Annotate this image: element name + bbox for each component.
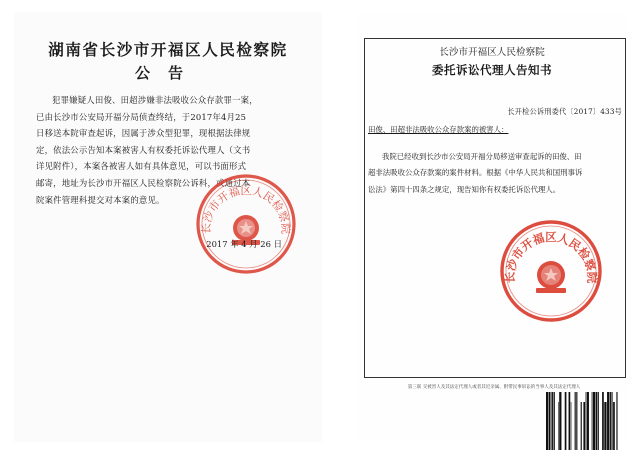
svg-text:长沙市开福区人民检察院: 长沙市开福区人民检察院 bbox=[199, 184, 293, 235]
barcode-bar bbox=[569, 392, 571, 450]
announcement-page bbox=[14, 12, 322, 442]
barcode-bar bbox=[581, 402, 582, 450]
barcode-bar bbox=[554, 392, 555, 450]
barcode-bar bbox=[575, 392, 576, 450]
announcement-heading: 公告 bbox=[134, 64, 201, 82]
barcode-bar bbox=[616, 392, 617, 450]
barcode-bar bbox=[558, 402, 559, 450]
barcode-bar bbox=[598, 392, 599, 450]
barcode-bar bbox=[592, 392, 593, 450]
notice-footer: 第三联 交被害人及其法定代理人或者其近亲属、附带民事诉讼的当事人及其法定代理人 bbox=[407, 385, 581, 390]
barcode-bar bbox=[571, 402, 572, 450]
barcode-bar bbox=[604, 402, 606, 450]
announcement-line: 详见附件），本案各被害人如有具体意见，可以书面形式 bbox=[36, 161, 247, 172]
barcode-bar bbox=[613, 402, 615, 450]
notice-line: 我院已经收到长沙市公安局开福分局移送审查起诉的田俊、田 bbox=[382, 152, 582, 161]
barcode-bar bbox=[583, 402, 585, 450]
barcode-bar bbox=[586, 392, 587, 450]
barcode-bar bbox=[552, 392, 553, 450]
barcode-bar bbox=[611, 392, 612, 450]
notice-page bbox=[358, 12, 626, 440]
announcement-line: 犯罪嫌疑人田俊、田超涉嫌非法吸收公众存款罪一案， bbox=[52, 95, 258, 105]
notice-addressee: 田俊、田超非法吸收公众存款案的被害人： bbox=[368, 125, 509, 134]
announcement-date: 2017 年 4 月 26 日 bbox=[206, 239, 282, 249]
announcement-line: 日移送本院审查起诉，因属于涉众型犯罪，现根据法律规 bbox=[36, 128, 251, 139]
official-seal-icon bbox=[498, 218, 604, 324]
barcode-bar bbox=[610, 392, 611, 450]
notice-body bbox=[368, 149, 618, 198]
notice-frame bbox=[364, 38, 626, 378]
announcement-title: 湖南省长沙市开福区人民检察院 bbox=[48, 40, 288, 59]
barcode-bar bbox=[593, 392, 595, 450]
barcode-bar bbox=[551, 392, 552, 450]
barcode-bar bbox=[576, 392, 577, 450]
notice-title: 委托诉讼代理人告知书 bbox=[432, 63, 552, 77]
announcement-line: 已由长沙市公安局开福分局侦查终结，于2017年4月25 bbox=[36, 111, 247, 122]
barcode-bar bbox=[559, 392, 561, 450]
notice-doc-number: 长开检公诉刑委代〔2017〕433号 bbox=[507, 107, 622, 116]
barcode-bar bbox=[549, 392, 551, 450]
notice-line: 超非法吸收公众存款案的案件材料。根据《中华人民共和国刑事诉 bbox=[368, 168, 583, 178]
barcode-bar bbox=[596, 392, 598, 450]
announcement-line: 定，依法公示告知本案被害人有权委托诉讼代理人（文书 bbox=[36, 144, 251, 155]
barcode-icon bbox=[546, 392, 618, 450]
barcode-bar bbox=[607, 392, 609, 450]
barcode-bar bbox=[546, 392, 548, 450]
announcement-line: 邮寄，地址为长沙市开福区人民检察院公诉科，或通过本 bbox=[36, 177, 251, 188]
barcode-bar bbox=[565, 392, 567, 450]
official-seal-icon bbox=[194, 172, 298, 276]
barcode-bar bbox=[587, 392, 589, 450]
svg-text:长沙市开福区人民检察院: 长沙市开福区人民检察院 bbox=[502, 230, 600, 284]
notice-line: 讼法》第四十四条之规定，现告知你有权委托诉讼代理人。 bbox=[368, 184, 561, 194]
barcode-bar bbox=[602, 392, 604, 450]
notice-org: 长沙市开福区人民检察院 bbox=[439, 47, 545, 58]
announcement-line: 院案件管理科提交对本案的意见。 bbox=[36, 194, 165, 205]
